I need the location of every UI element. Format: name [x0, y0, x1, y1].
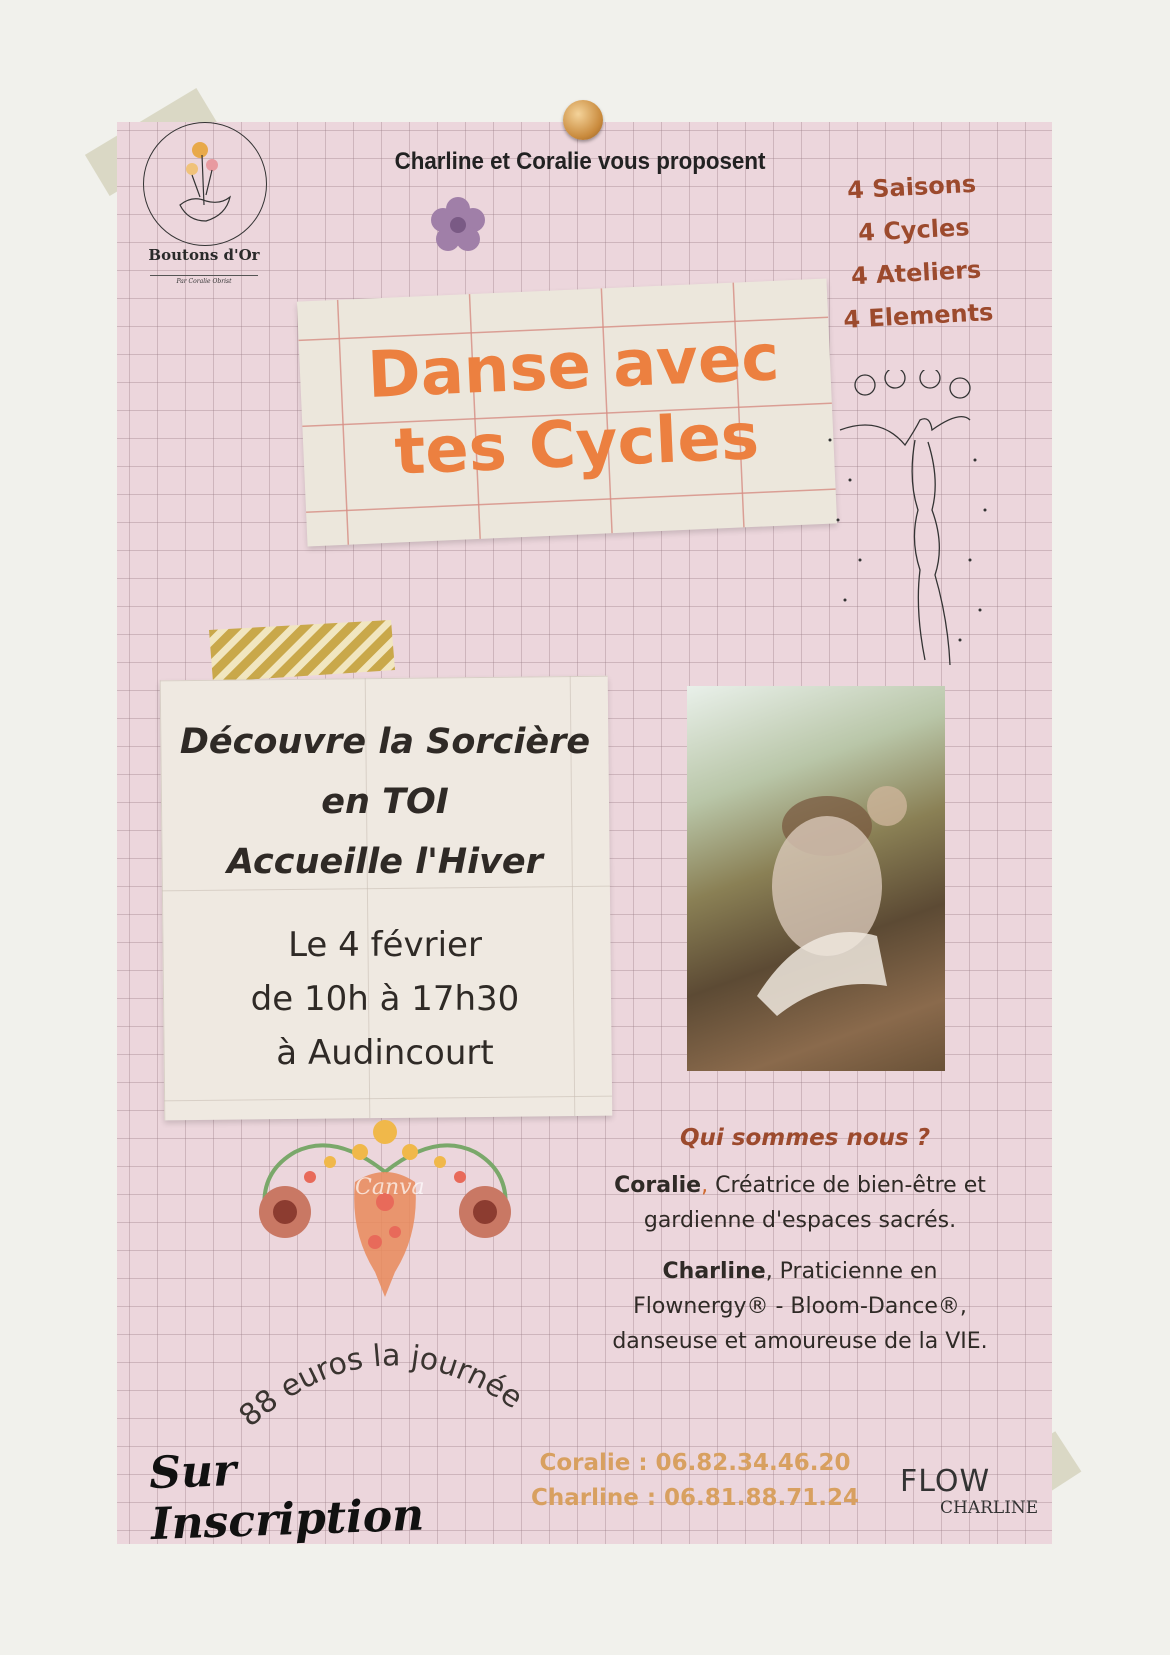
logo-subtitle: Par Coralie Obrist	[150, 275, 258, 285]
season-item: 4 Cycles	[857, 213, 971, 247]
event-details	[160, 918, 610, 1080]
season-item: 4 Ateliers	[850, 255, 982, 291]
about-title: Qui sommes nous ?	[679, 1125, 931, 1151]
event-subtitle	[160, 712, 610, 892]
flower-icon	[428, 195, 488, 255]
season-item: 4 Elements	[842, 298, 995, 334]
brand-charline: CHARLINE	[940, 1498, 1039, 1518]
photo-figures	[687, 686, 945, 1071]
photo-two-women	[687, 686, 945, 1071]
pin-icon	[563, 100, 603, 140]
event-time: de 10h à 17h30	[250, 979, 520, 1019]
price-text: 88 euros la journée	[232, 1338, 529, 1434]
seasons-list	[816, 161, 1015, 343]
watermark-text: Canva	[355, 1175, 425, 1200]
event-subtitle-line: Accueille l'Hiver	[227, 842, 543, 882]
dancer-illustration	[820, 370, 1000, 680]
signup-text: Sur Inscription	[148, 1445, 425, 1551]
brand-flow: FLOW	[900, 1464, 991, 1499]
contacts	[520, 1446, 870, 1516]
price-curve	[225, 1318, 545, 1438]
main-title	[337, 318, 813, 494]
intro-heading: Charline et Coralie vous proposent	[394, 148, 766, 175]
coralie-comma: ,	[701, 1173, 709, 1198]
coralie-desc-2: gardienne d'espaces sacrés.	[643, 1208, 957, 1233]
gold-tape	[205, 620, 395, 682]
main-title-line: Danse avec	[365, 321, 781, 413]
charline-name: Charline	[662, 1259, 766, 1284]
charline-desc-2: Flownergy® - Bloom-Dance®,	[633, 1294, 967, 1319]
flower-hand-icon	[170, 135, 240, 235]
contact-coralie[interactable]: Coralie : 06.82.34.46.20	[539, 1450, 851, 1476]
season-item: 4 Saisons	[846, 169, 977, 205]
event-date: Le 4 février	[288, 925, 482, 965]
event-subtitle-line: en TOI	[321, 782, 449, 822]
floral-uterus-illustration	[235, 1082, 535, 1312]
event-place: à Audincourt	[276, 1033, 494, 1073]
logo-name: Boutons d'Or	[148, 246, 260, 264]
about-charline	[590, 1254, 1010, 1359]
svg-text:88 euros la journée	[233, 1338, 529, 1434]
main-title-line: tes Cycles	[393, 400, 761, 490]
about-coralie	[590, 1168, 1010, 1238]
coralie-desc: Créatrice de bien-être et	[708, 1173, 986, 1198]
coralie-name: Coralie	[614, 1173, 702, 1198]
charline-desc: , Praticienne en	[765, 1259, 938, 1284]
contact-charline[interactable]: Charline : 06.81.88.71.24	[530, 1485, 860, 1511]
charline-desc-3: danseuse et amoureuse de la VIE.	[612, 1329, 988, 1354]
event-subtitle-line: Découvre la Sorcière	[179, 722, 591, 762]
